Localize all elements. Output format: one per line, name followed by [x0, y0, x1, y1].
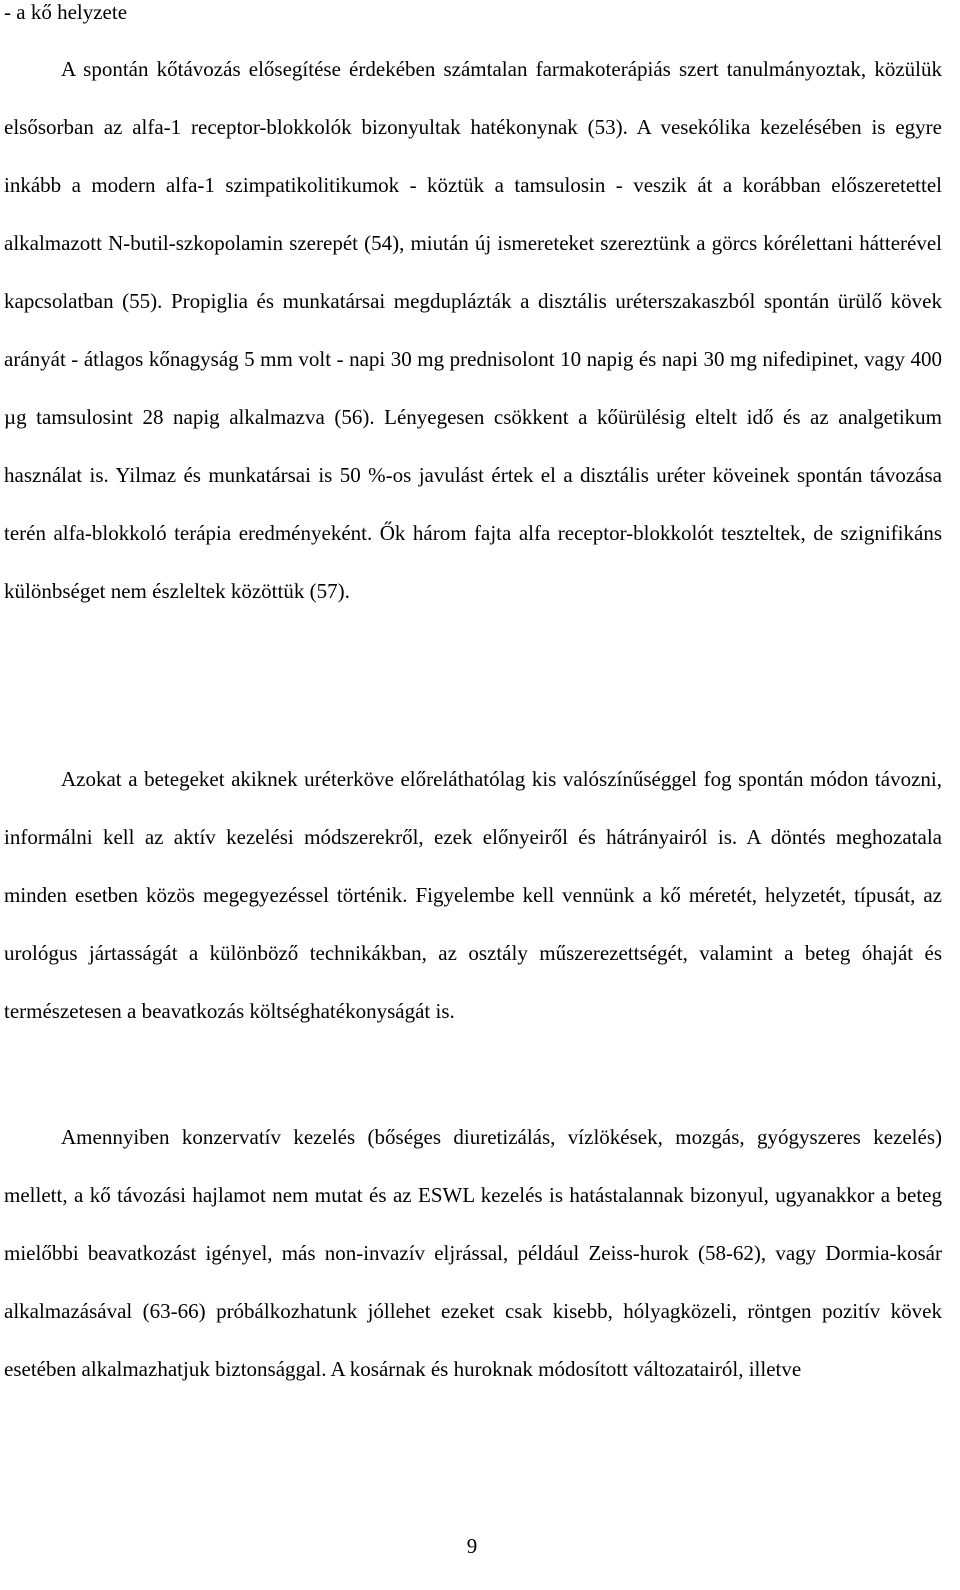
paragraph-active-treatment-info: Azokat a betegeket akiknek uréterköve előreláthatólag kis valószínűséggel fog spontán módon távozni, informálni kell az aktív kezelési módszerekről, ezek előnyeiről és hátrányairól is. A döntés meghozatala minden esetben közös megegyezéssel történik. Figyelembe kell vennünk a kő méretét, helyzetét, típusát, az urológus jártasságát a különböző technikákban, az osztály műszerezettségét, valamint a beteg óhaját és természetesen a beavatkozás költséghatékonyságát is.	[4, 767, 942, 1023]
section-heading: - a kő helyzete	[4, 0, 128, 24]
page-number: 9	[466, 1534, 478, 1558]
paragraph-alpha-blockers: A spontán kőtávozás elősegítése érdekében számtalan farmakoterápiás szert tanulmányoztak, közülük elsősorban az alfa-1 receptor-blokkolók bizonyultak hatékonynak (53). A vesekólika kezelésében is egyre inkább a modern alfa-1 szimpatikolitikumok - köztük a tamsulosin - veszik át a korábban előszeretettel alkalmazott N-butil-szkopolamin szerepét (54), miután új ismereteket szereztünk a görcs kórélettani hátterével kapcsolatban (55). Propiglia és munkatársai megduplázták a disztális uréterszakaszból spontán ürülő kövek arányát - átlagos kőnagyság 5 mm volt - napi 30 mg prednisolont 10 napig és napi 30 mg nifedipinet, vagy 400 µg tamsulosint 28 napig alkalmazva (56). Lényegesen csökkent a kőürülésig eltelt idő és az analgetikum használat is. Yilmaz és munkatársai is 50 %-os javulást értek el a disztális uréter köveinek spontán távozása terén alfa-blokkoló terápia eredményeként. Ők három fajta alfa receptor-blokkolót teszteltek, de szignifikáns különbséget nem észleltek közöttük (57).	[4, 57, 942, 603]
paragraph-noninvasive-methods: Amennyiben konzervatív kezelés (bőséges diuretizálás, vízlökések, mozgás, gyógyszeres kezelés) mellett, a kő távozási hajlamot nem mutat és az ESWL kezelés is hatástalannak bizonyul, ugyanakkor a beteg mielőbbi beavatkozást igényel, más non-invazív eljrással, például Zeiss-hurok (58-62), vagy Dormia-kosár alkalmazásával (63-66) próbálkozhatunk jóllehet ezeket csak kisebb, hólyagközeli, röntgen pozitív kövek esetében alkalmazhatjuk biztonsággal. A kosárnak és huroknak módosított változatairól, illetve	[4, 1125, 942, 1381]
